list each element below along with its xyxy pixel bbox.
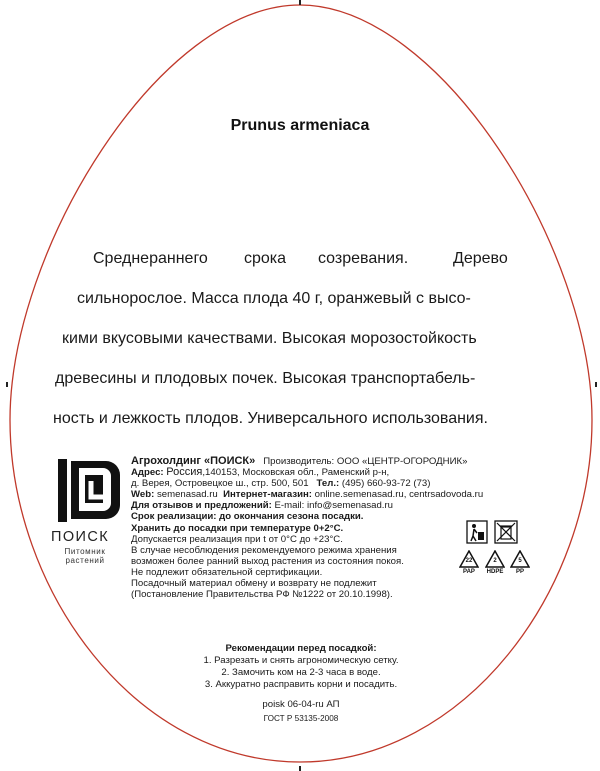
address-label: Адрес:	[131, 467, 164, 479]
description-line: ность и лежкость плодов. Универсального использования.	[53, 410, 488, 427]
recommendation-step: 3. Аккуратно расправить корни и посадить.	[204, 679, 398, 690]
recommendations-heading: Рекомендации перед посадкой:	[225, 643, 377, 654]
recommendation-step: 2. Замочить ком на 2-3 часа в воде.	[221, 667, 381, 678]
producer: Производитель: ООО «ЦЕНТР-ОГОРОДНИК»	[263, 456, 468, 467]
gost-standard: ГОСТ Р 53135-2008	[263, 714, 339, 723]
recycle-code-hdpe	[485, 550, 505, 580]
feedback-email: E-mail: info@semenasad.ru	[274, 500, 394, 512]
cut-mark-top	[299, 0, 301, 5]
storage-temp: Хранить до посадки при температуре 0+2°С.	[131, 522, 344, 534]
description-word: Среднераннего	[93, 250, 208, 267]
poisk-logo-icon	[50, 455, 124, 527]
recycle-number: 2	[493, 558, 497, 564]
feedback-label: Для отзывов и предложений:	[131, 500, 272, 512]
storage-warning-2: возможен более ранний выход растения из состояния покоя.	[131, 555, 404, 567]
logo-subtitle-line2: растений	[65, 556, 105, 565]
logo-wordmark: ПОИСК	[51, 529, 110, 545]
recycle-number: 5	[518, 558, 522, 564]
return-policy-1: Посадочный материал обмену и возврату не подлежит	[131, 578, 377, 590]
cut-mark-right	[595, 382, 597, 387]
sale-temp: Допускается реализация при t от 0°С до +23°С.	[131, 533, 343, 545]
recommendation-step: 1. Разрезать и снять агрономическую сетку.	[203, 655, 399, 666]
recycle-label: HDPE	[486, 569, 504, 575]
cut-mark-left	[6, 382, 8, 387]
address-rest: ,140153, Московская обл., Раменский р-н,	[202, 467, 390, 479]
recycle-code-pap	[459, 550, 479, 580]
plant-title: Prunus armeniaca	[230, 117, 370, 134]
description-word: Дерево	[453, 250, 508, 267]
description-word: созревания.	[318, 250, 409, 267]
logo-subtitle-line1: Питомник	[64, 547, 106, 556]
web-url: semenasad.ru	[156, 489, 218, 501]
recycle-label: PAP	[463, 569, 475, 575]
description-word: срока	[244, 250, 287, 267]
product-code: poisk 06-04-ru АП	[262, 699, 340, 710]
recycle-code-pp	[510, 550, 530, 580]
shelf-life: Срок реализации: до окончания сезона посадки.	[131, 511, 364, 523]
logo-subtitle	[57, 547, 113, 565]
return-policy-2: (Постановление Правительства РФ №1222 от 20.10.1998).	[131, 589, 393, 601]
shop-label: Интернет-магазин:	[223, 489, 312, 501]
phone-label: Тел.:	[316, 478, 340, 490]
cut-mark-bottom	[299, 766, 301, 771]
shop-url: online.semenasad.ru, centrsadovoda.ru	[314, 489, 484, 501]
crossed-bin-icon	[494, 520, 518, 544]
tidyman-icon	[466, 520, 488, 544]
description-line: древесины и плодовых почек. Высокая транспортабель-	[55, 370, 476, 387]
address-country: Россия	[166, 466, 203, 479]
web-label: Web:	[131, 489, 155, 501]
phone: (495) 660-93-72 (73)	[341, 478, 431, 490]
recycle-label: PP	[515, 569, 524, 575]
recycle-number: 22	[465, 558, 473, 564]
address-line2: д. Верея, Островецкое ш., стр. 500, 501	[131, 478, 309, 490]
planting-recommendations	[131, 643, 471, 691]
company-name: Агрохолдинг «ПОИСК»	[131, 455, 256, 467]
description-line: сильнорослое. Масса плода 40 г, оранжевый с высо-	[77, 290, 471, 307]
certification: Не подлежит обязательной сертификации.	[131, 566, 323, 578]
description-line: кими вкусовыми качествами. Высокая морозостойкость	[62, 330, 477, 347]
storage-warning-1: В случае несоблюдения рекомендуемого режима хранения	[131, 544, 397, 556]
